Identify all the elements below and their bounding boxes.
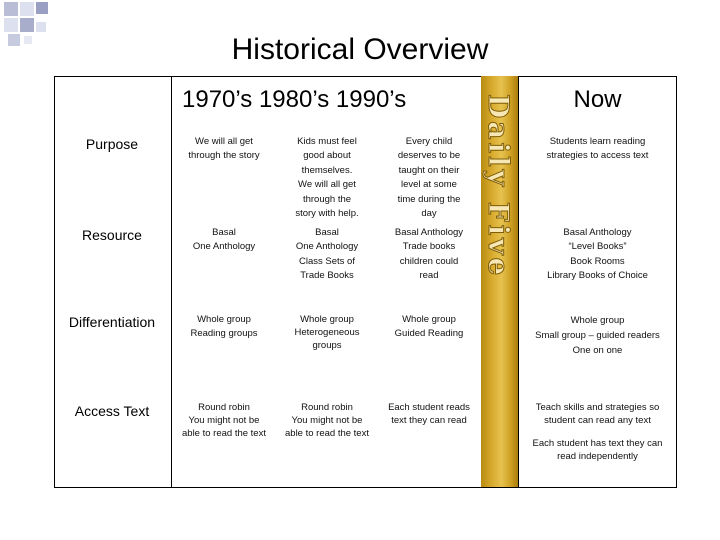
cell-purpose-now: Students learn reading strategies to access text — [546, 136, 649, 162]
cell-differentiation-1980: Whole group Heterogeneous groups — [294, 314, 360, 351]
row-label-access-text: Access Text — [74, 403, 150, 419]
row-label-differentiation: Differentiation — [68, 314, 156, 330]
cell-access-1970: Round robin You might not be able to read the text — [182, 402, 266, 439]
cell-access-1980: Round robin You might not be able to read the text — [285, 402, 369, 439]
now-header: Now — [573, 86, 622, 113]
cell-purpose-1980: Kids must feel good about themselves. We will all get through the story with help. — [295, 136, 359, 220]
page-title: Historical Overview — [231, 33, 489, 66]
cell-access-now: Teach skills and strategies so student can read any text Each student has text they can read independently — [532, 402, 663, 462]
cell-resource-1990: Basal Anthology Trade books children could read — [394, 227, 464, 282]
row-label-resource: Resource — [82, 227, 142, 243]
cell-resource-1970: Basal One Anthology — [192, 227, 256, 253]
cell-access-1990: Each student reads text they can read — [388, 402, 470, 426]
cell-differentiation-1970: Whole group Reading groups — [190, 314, 258, 340]
cell-differentiation-now: Whole group Small group – guided readers One on one — [535, 315, 660, 356]
side-banner-text: Daily Five — [482, 94, 515, 279]
side-banner — [481, 76, 518, 487]
row-label-purpose: Purpose — [85, 136, 139, 152]
column-divider — [518, 77, 519, 487]
cell-differentiation-1990: Whole group Guided Reading — [394, 314, 464, 340]
cell-purpose-1970: We will all get through the story — [188, 136, 260, 162]
cell-resource-now: Basal Anthology “Level Books” Book Rooms Library Books of Choice — [547, 227, 648, 282]
era-headers: 1970’s 1980’s 1990’s — [182, 86, 407, 113]
cell-resource-1980: Basal One Anthology Class Sets of Trade Books — [295, 227, 359, 282]
cell-purpose-1990: Every child deserves to be taught on their level at some time during the day — [397, 136, 461, 220]
